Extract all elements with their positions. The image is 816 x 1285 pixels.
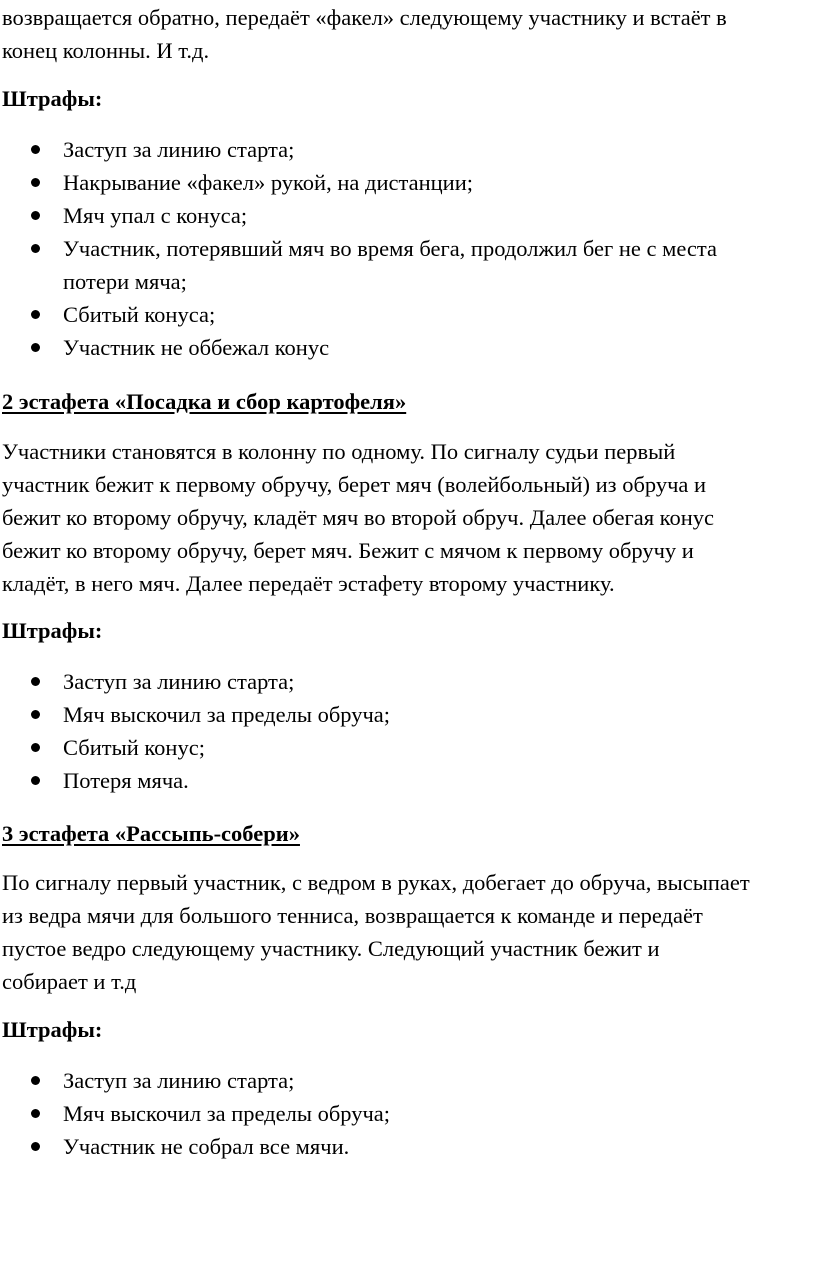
bullet-icon bbox=[31, 178, 40, 187]
list-item: Сбитый конус; bbox=[0, 731, 816, 764]
bullet-icon bbox=[31, 1076, 40, 1085]
list-item: Накрывание «факел» рукой, на дистанции; bbox=[0, 166, 816, 199]
list-item: Заступ за линию старта; bbox=[0, 133, 816, 166]
penalties-list-2 bbox=[0, 665, 816, 797]
list-item: Потеря мяча. bbox=[0, 764, 816, 797]
bullet-icon bbox=[31, 244, 40, 253]
intro-line: конец колонны. И т.д. bbox=[2, 38, 210, 63]
list-item: Участник, потерявший мяч во время бега, продолжил бег не с места потери мяча; bbox=[0, 232, 816, 298]
list-item: Заступ за линию старта; bbox=[0, 665, 816, 698]
list-item: Мяч упал с конуса; bbox=[0, 199, 816, 232]
bullet-icon bbox=[31, 211, 40, 220]
bullet-icon bbox=[31, 1142, 40, 1151]
intro-paragraph bbox=[2, 1, 814, 67]
bullet-icon bbox=[31, 710, 40, 719]
bullet-icon bbox=[31, 776, 40, 785]
bullet-icon bbox=[31, 310, 40, 319]
relay-2-title: 2 эстафета «Посадка и сбор картофеля» bbox=[2, 389, 407, 414]
list-item: Мяч выскочил за пределы обруча; bbox=[0, 698, 816, 731]
penalties-list-1 bbox=[0, 133, 816, 364]
penalties-heading: Штрафы: bbox=[2, 618, 103, 643]
bullet-icon bbox=[31, 343, 40, 352]
list-item: Участник не оббежал конус bbox=[0, 331, 816, 364]
bullet-icon bbox=[31, 677, 40, 686]
bullet-icon bbox=[31, 743, 40, 752]
bullet-icon bbox=[31, 145, 40, 154]
intro-line: возвращается обратно, передаёт «факел» следующему участнику и встаёт в bbox=[2, 5, 727, 30]
penalties-list-3 bbox=[0, 1064, 816, 1163]
list-item: Участник не собрал все мячи. bbox=[0, 1130, 816, 1163]
list-item: Мяч выскочил за пределы обруча; bbox=[0, 1097, 816, 1130]
bullet-icon bbox=[31, 1109, 40, 1118]
relay-3-title: 3 эстафета «Рассыпь-собери» bbox=[2, 821, 300, 846]
list-item: Заступ за линию старта; bbox=[0, 1064, 816, 1097]
list-item: Сбитый конуса; bbox=[0, 298, 816, 331]
relay-3-description: По сигналу первый участник, с ведром в руках, добегает до обруча, высыпает из ведра мячи для большого тенниса, возвращается к команде и передаёт пустое ведро следующему участнику. Следующий участник бежит и собирает и т.д bbox=[2, 870, 750, 994]
relay-2-description: Участники становятся в колонну по одному. По сигналу судьи первый участник бежит к первому обручу, берет мяч (волейбольный) из обруча и бежит ко второму обручу, кладёт мяч во второй обруч. Далее обегая конус бежит ко второму обручу, берет мяч. Бежит с мячом к первому обручу и кладёт, в него мяч. Далее передаёт эстафету второму участнику. bbox=[2, 439, 714, 596]
penalties-heading: Штрафы: bbox=[2, 86, 103, 111]
penalties-heading: Штрафы: bbox=[2, 1017, 103, 1042]
